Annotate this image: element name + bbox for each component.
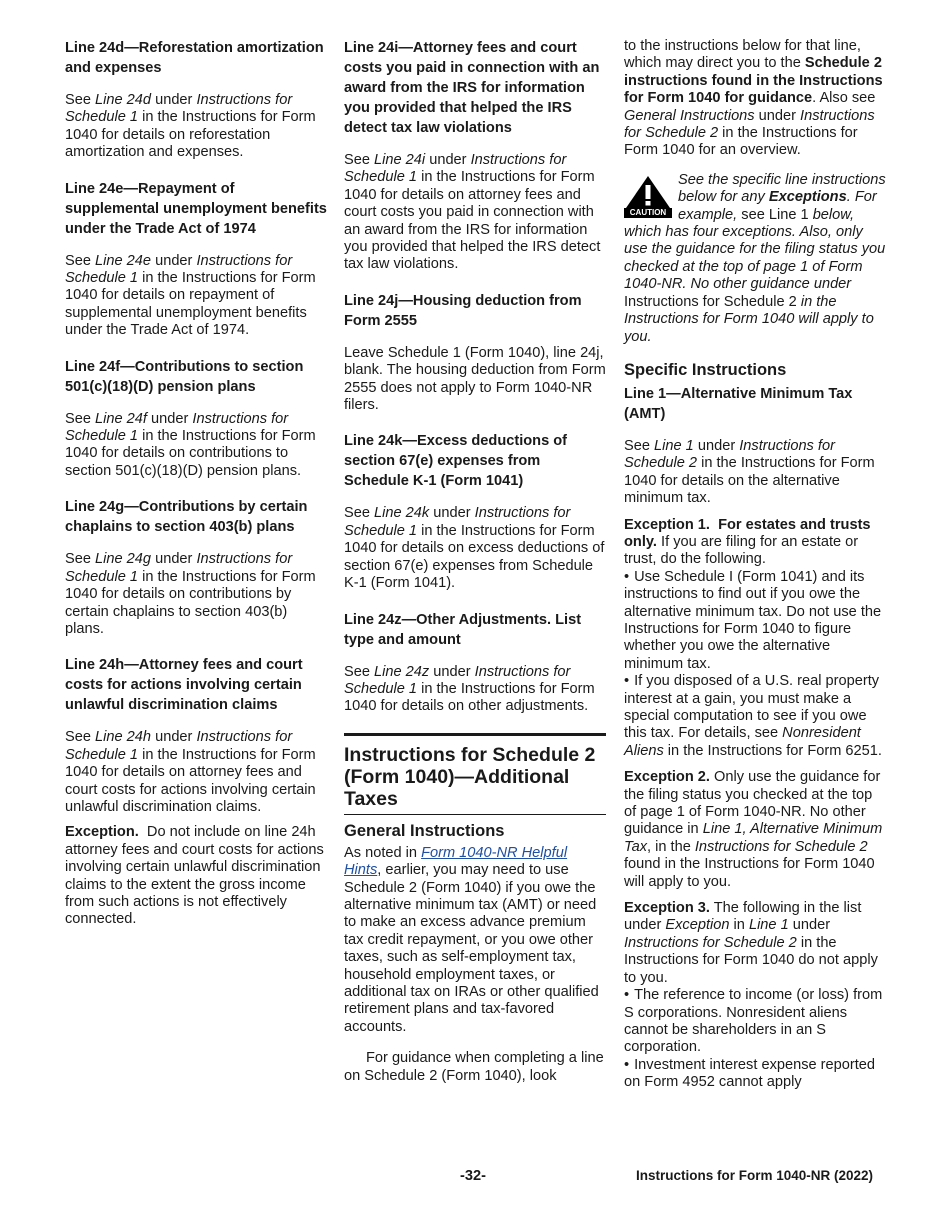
exception-3-bullet-2: • Investment interest expense reported on Form 4952 cannot apply (624, 1057, 886, 1092)
exception-1: Exception 1. For estates and trusts only. If you are filing for an estate or trust, do the following. (624, 516, 871, 568)
heading-line-24g: Line 24g—Contributions by certain chaplains to section 403(b) plans (65, 499, 308, 536)
exception-2: Exception 2. Only use the guidance for the filing status you checked at the top of page 1 of Form 1040-NR. No other guidance in Line 1, Alternative Minimum Tax, in the Instructions for Schedule 2 found in the Instructions for Form 1040 will apply to you. (624, 769, 883, 890)
footer-form-title: Instructions for Form 1040-NR (2022) (636, 1168, 874, 1183)
exception-1-bullet-2: • If you disposed of a U.S. real property interest at a gain, you must make a special computation to see if you owe this tax. For details, see Nonresident Aliens in the Instructions for Form 6251. (624, 673, 886, 760)
exception-1-bullet-1: • Use Schedule I (Form 1041) and its instructions to find out if you owe the alternative minimum tax. Do not use the Instructions for Form 1040 to figure whether you owe the alternative minimum tax. (624, 569, 886, 673)
general-instructions-heading: General Instructions (344, 821, 505, 840)
caution-box (624, 172, 886, 346)
heading-line-1-amt: Line 1—Alternative Minimum Tax (AMT) (624, 385, 853, 422)
caution-icon (624, 174, 672, 218)
heading-line-24k: Line 24k—Excess deductions of section 67(e) expenses from Schedule K-1 (Form 1041) (344, 433, 568, 490)
general-instructions-para: As noted in Form 1040-NR Helpful Hints, earlier, you may need to use Schedule 2 (Form 1040) if you owe the alternative minimum tax (AMT) or need to make an excess advance premium tax credit repayment, or you owe other taxes, such as self-employment tax, household employment taxes, or additional tax on IRAs or other qualified retirement plans and tax-favored accounts. (344, 844, 599, 1035)
title-underline (344, 814, 606, 815)
para-line-24k: See Line 24k under Instructions for Schedule 1 in the Instructions for Form 1040 for details on excess deductions of section 67(e) expenses from Schedule K-1 (Form 1041). (344, 505, 605, 592)
exception-3-bullet-1: • The reference to income (or loss) from S corporations. Nonresident aliens cannot be shareholders in an S corporation. (624, 987, 886, 1057)
para-line-24z: See Line 24z under Instructions for Schedule 1 in the Instructions for Form 1040 for details on other adjustments. (344, 663, 595, 715)
heading-line-24d: Line 24d—Reforestation amortization and expenses (65, 40, 324, 76)
heading-line-24f: Line 24f—Contributions to section 501(c)(18)(D) pension plans (65, 358, 304, 395)
caution-label: CAUTION (629, 207, 667, 217)
column-2 (344, 38, 606, 1085)
specific-instructions-heading: Specific Instructions (624, 360, 787, 379)
para-line-24f: See Line 24f under Instructions for Schedule 1 in the Instructions for Form 1040 for details on contributions to section 501(c)(18)(D) pension plans. (65, 410, 316, 479)
para-line-24g: See Line 24g under Instructions for Schedule 1 in the Instructions for Form 1040 for details on contributions by certain chaplains to section 403(b) plans. (65, 551, 316, 637)
heading-line-24e: Line 24e—Repayment of supplemental unemployment benefits under the Trade Act of 1974 (65, 180, 327, 237)
helpful-hints-link[interactable]: Form 1040-NR Helpful Hints (344, 844, 568, 879)
exception-3: Exception 3. The following in the list under Exception in Line 1 under Instructions for Schedule 2 in the Instructions for Form 1040 do not apply to you. (624, 900, 878, 986)
column-1 (65, 38, 327, 929)
heading-line-24h: Line 24h—Attorney fees and court costs for actions involving certain unlawful discrimination claims (65, 657, 303, 714)
para-line-24h: See Line 24h under Instructions for Schedule 1 in the Instructions for Form 1040 for details on attorney fees and court costs for actions involving certain unlawful discrimination claims. (65, 729, 316, 815)
para-line-24i: See Line 24i under Instructions for Schedule 1 in the Instructions for Form 1040 for details on attorney fees and court costs you paid in connection with an award from the IRS for information you provided that helped the IRS detect tax law violations. (344, 152, 601, 273)
column-3 (624, 38, 886, 1092)
heading-line-24i: Line 24i—Attorney fees and court costs you paid in connection with an award from the IRS for information you provided that helped the IRS detect tax law violations (344, 40, 600, 136)
para-line-24e: See Line 24e under Instructions for Schedule 1 in the Instructions for Form 1040 for details on repayment of supplemental unemployment benefits under the Trade Act of 1974. (65, 252, 316, 339)
guidance-para: For guidance when completing a line on Schedule 2 (Form 1040), look (344, 1050, 604, 1084)
schedule-2-title: Instructions for Schedule 2 (Form 1040)—Additional Taxes (344, 743, 596, 810)
heading-line-24j: Line 24j—Housing deduction from Form 2555 (344, 292, 582, 329)
caution-text: See the specific line instructions below for any Exceptions. For example, see Line 1 below, which has four exceptions. Also, only use the guidance for the filing status you checked at the top of page 1 of Form 1040-NR. No other guidance under Instructions for Schedule 2 in the Instructions for Form 1040 will apply to you. (624, 171, 886, 345)
para-line-24d: See Line 24d under Instructions for Schedule 1 in the Instructions for Form 1040 for details on reforestation amortization and expenses. (65, 92, 316, 161)
para-line-1: See Line 1 under Instructions for Schedule 2 in the Instructions for Form 1040 for details on the alternative minimum tax. (624, 437, 875, 507)
section-divider (344, 733, 606, 736)
continued-para: to the instructions below for that line, which may direct you to the Schedule 2 instructions found in the Instructions for Form 1040 for guidance. Also see General Instructions under Instructions for Schedule 2 in the Instructions for Form 1040 for an overview. (624, 38, 883, 159)
exception-paragraph: Exception. Do not include on line 24h attorney fees and court costs for actions involving certain unlawful discrimination claims to the extent the gross income from such actions is not effectively connected. (65, 824, 324, 928)
page-number: -32- (460, 1168, 486, 1184)
para-line-24j: Leave Schedule 1 (Form 1040), line 24j, blank. The housing deduction from Form 2555 does not apply to Form 1040-NR filers. (344, 344, 606, 414)
heading-line-24z: Line 24z—Other Adjustments. List type and amount (344, 611, 582, 648)
